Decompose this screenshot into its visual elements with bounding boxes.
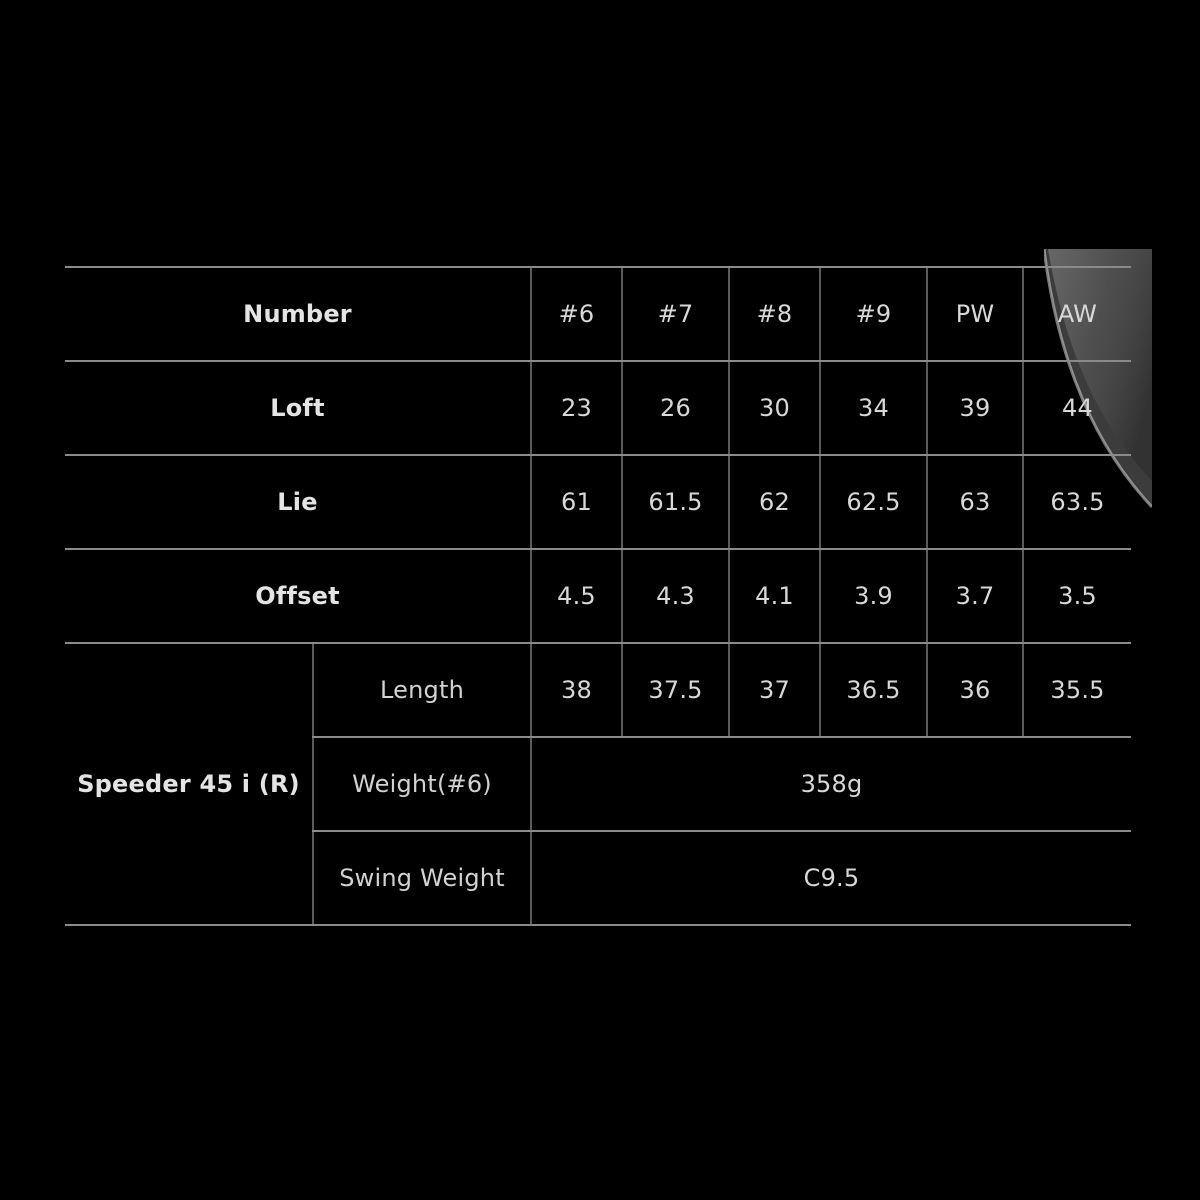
table-cell: 63	[927, 455, 1023, 549]
table-cell: 63.5	[1023, 455, 1131, 549]
offset-label: Offset	[65, 549, 531, 643]
table-cell: 61.5	[622, 455, 729, 549]
swing-weight-value: C9.5	[531, 831, 1131, 925]
swing-weight-label: Swing Weight	[313, 831, 531, 925]
table-cell: 62.5	[820, 455, 927, 549]
table-cell: 62	[729, 455, 820, 549]
table-cell: 23	[531, 361, 622, 455]
table-cell: 37	[729, 643, 820, 737]
header-row	[65, 267, 1131, 361]
table-cell: 36.5	[820, 643, 927, 737]
table-cell: 35.5	[1023, 643, 1131, 737]
table-cell: 4.5	[531, 549, 622, 643]
club-header-8: #8	[729, 267, 820, 361]
club-header-7: #7	[622, 267, 729, 361]
table-cell: 36	[927, 643, 1023, 737]
club-header-pw: PW	[927, 267, 1023, 361]
table-cell: 4.3	[622, 549, 729, 643]
table-cell: 26	[622, 361, 729, 455]
offset-row	[65, 549, 1131, 643]
lie-row	[65, 455, 1131, 549]
table-cell: 38	[531, 643, 622, 737]
table-cell: 4.1	[729, 549, 820, 643]
club-header-9: #9	[820, 267, 927, 361]
length-row	[65, 643, 1131, 737]
lie-label: Lie	[65, 455, 531, 549]
shaft-name: Speeder 45 i (R)	[65, 643, 313, 925]
table-cell: 37.5	[622, 643, 729, 737]
number-label: Number	[65, 267, 531, 361]
weight-value: 358g	[531, 737, 1131, 831]
weight-label: Weight(#6)	[313, 737, 531, 831]
table-cell: 39	[927, 361, 1023, 455]
table-cell: 44	[1023, 361, 1131, 455]
loft-row	[65, 361, 1131, 455]
table-cell: 3.5	[1023, 549, 1131, 643]
length-label: Length	[313, 643, 531, 737]
table-cell: 61	[531, 455, 622, 549]
loft-label: Loft	[65, 361, 531, 455]
specifications-table	[65, 266, 1131, 926]
table-cell: 30	[729, 361, 820, 455]
table-cell: 3.9	[820, 549, 927, 643]
table-cell: 34	[820, 361, 927, 455]
club-header-6: #6	[531, 267, 622, 361]
table-cell: 3.7	[927, 549, 1023, 643]
club-header-aw: AW	[1023, 267, 1131, 361]
